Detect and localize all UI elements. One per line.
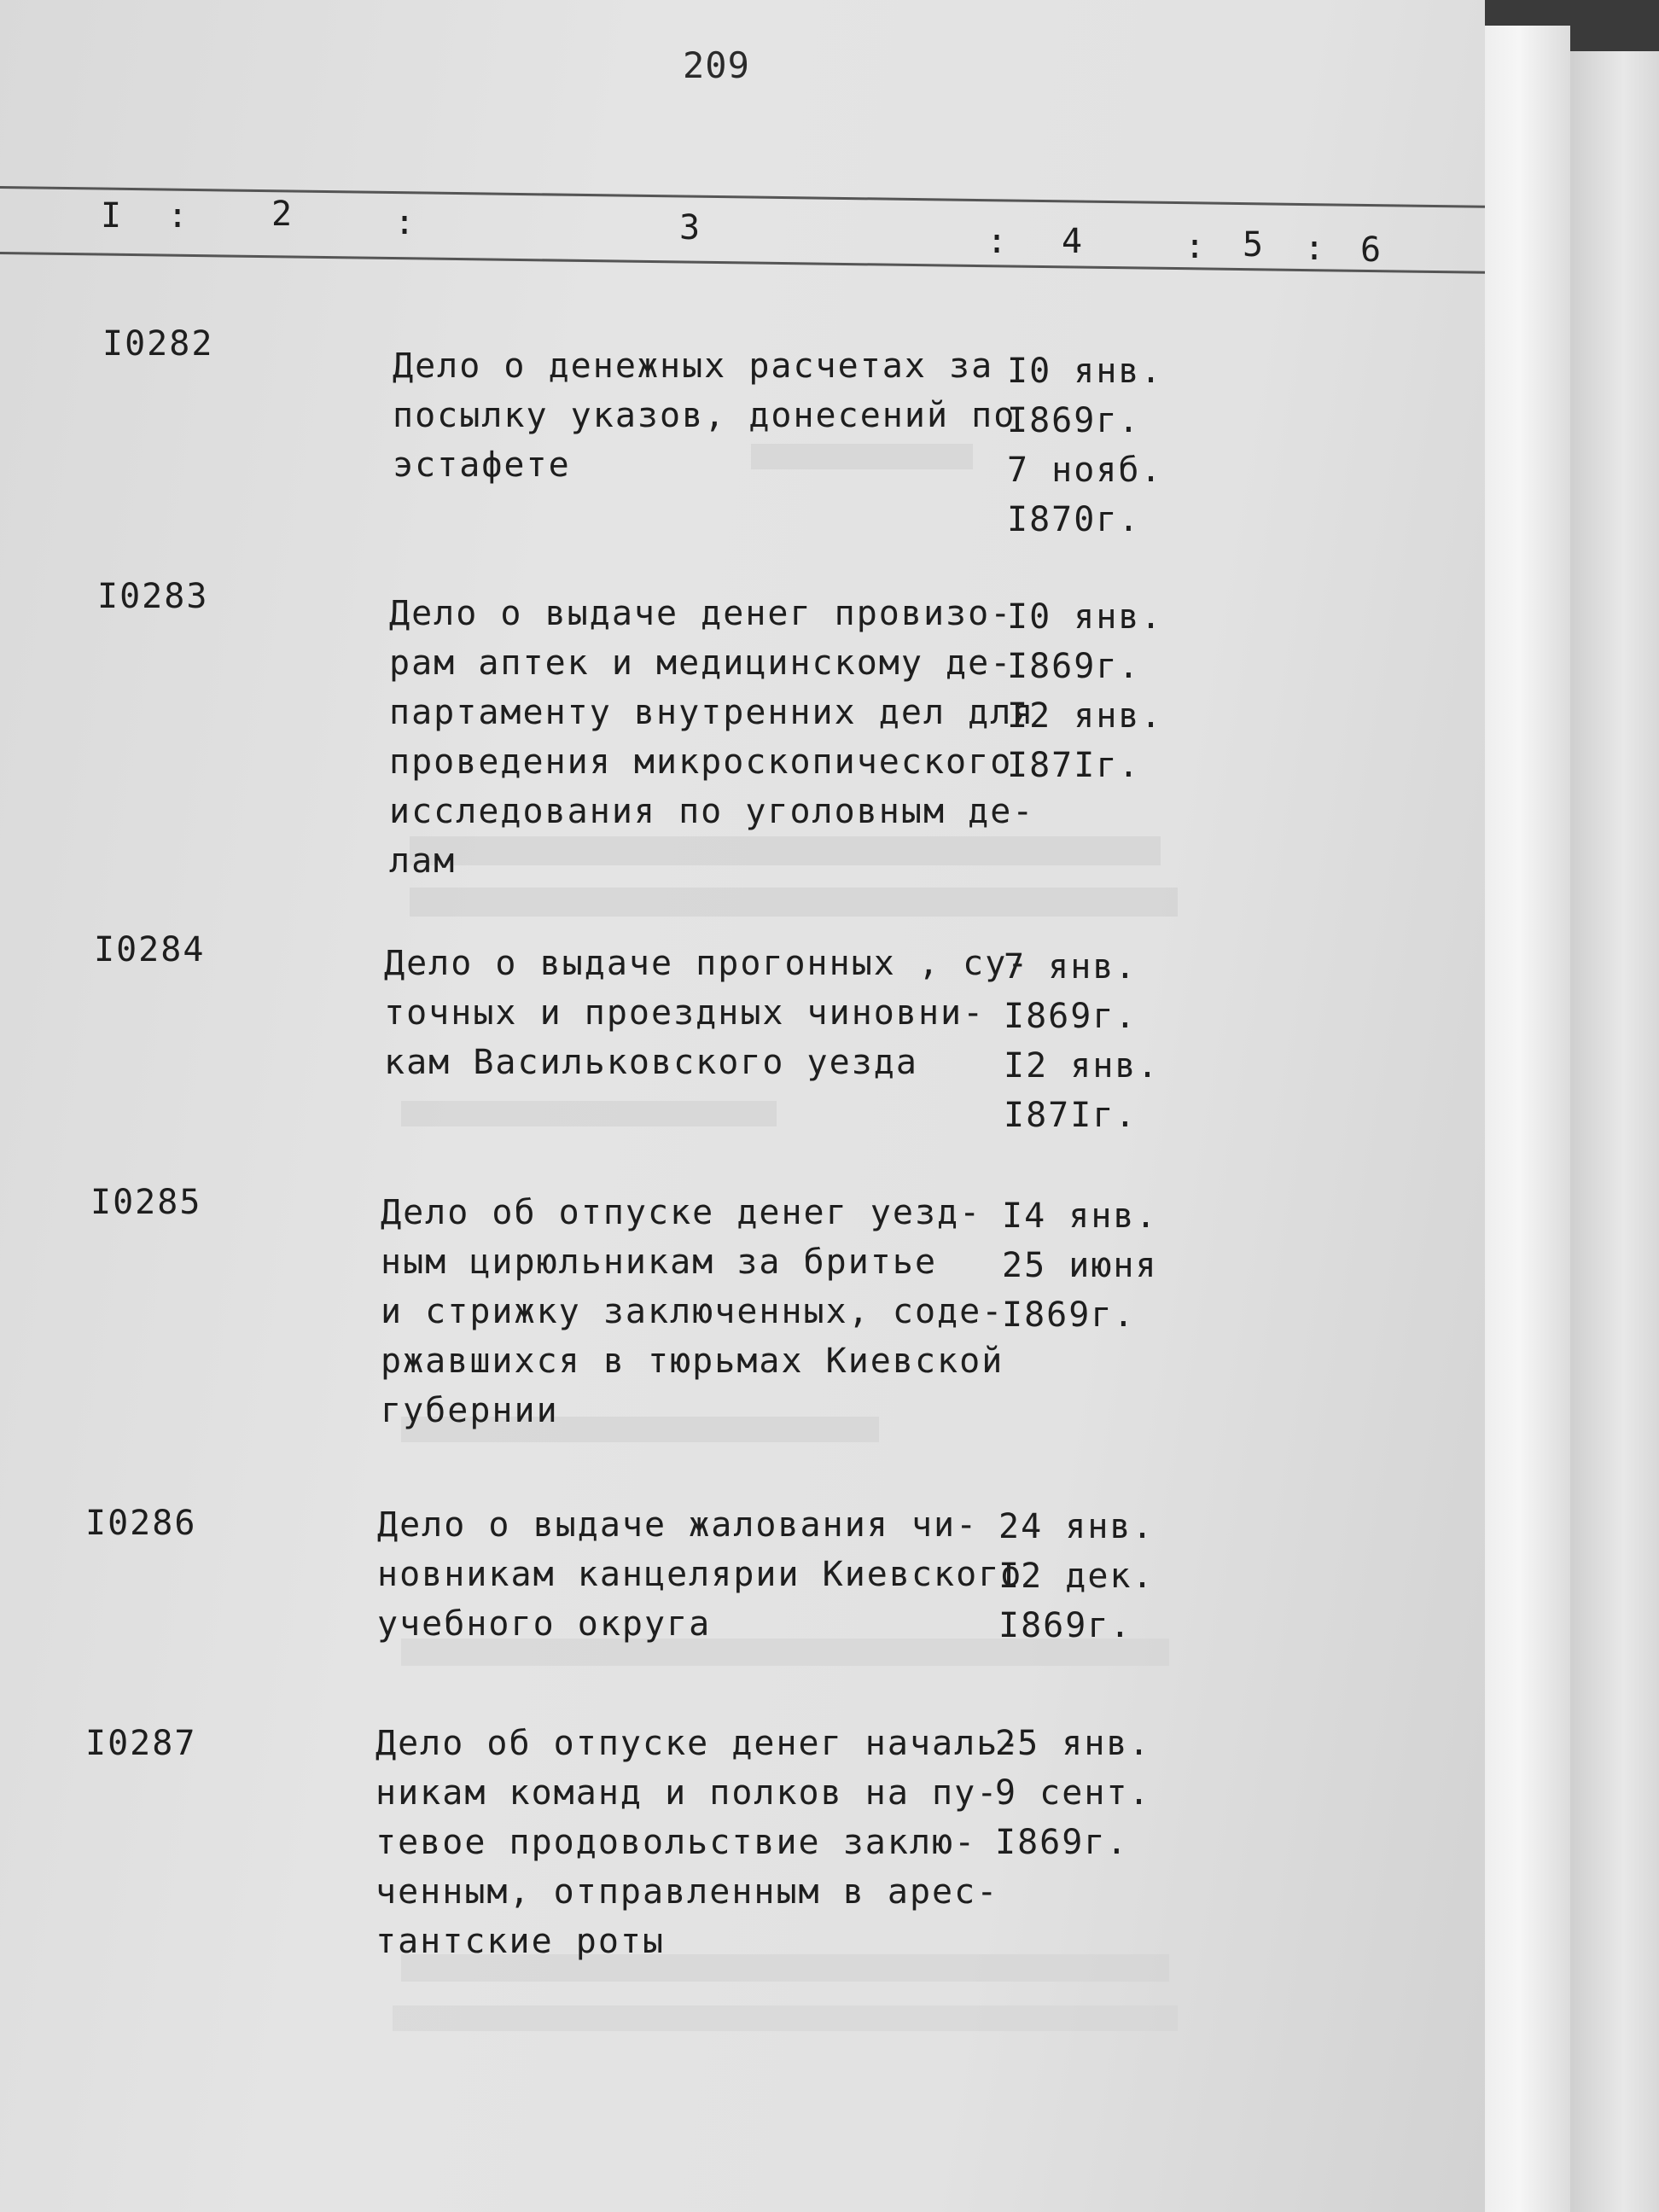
description-line: кам Васильковского уезда [384, 1043, 918, 1082]
column-separator: : [1304, 229, 1325, 268]
date-line: 7 нояб. [1007, 451, 1163, 490]
description-line: Дело о выдаче жалования чи- [377, 1505, 979, 1545]
entry-description [384, 939, 1030, 1087]
page-number: 209 [683, 44, 750, 86]
description-line: учебного округа [377, 1604, 712, 1644]
date-line: I869г. [1007, 401, 1141, 440]
date-line: 25 янв. [995, 1724, 1151, 1763]
description-line: тевое продовольствие заклю- [375, 1823, 977, 1862]
date-line: I2 дек. [998, 1557, 1155, 1596]
entry-dates [998, 1502, 1155, 1650]
description-line: Дело об отпуске денег началь- [375, 1724, 1022, 1763]
entry-description [381, 1188, 1004, 1435]
date-line: I87Iг. [1007, 746, 1141, 785]
entry-id: I0282 [102, 324, 214, 364]
description-line: никам команд и полков на пу- [375, 1773, 999, 1813]
column-header-3: 3 [679, 208, 701, 247]
entry-id: I0287 [85, 1724, 197, 1763]
description-line: и стрижку заключенных, соде- [381, 1292, 1004, 1331]
date-line: I0 янв. [1007, 352, 1163, 391]
entry-dates [995, 1719, 1151, 1867]
header-top-rule [0, 186, 1511, 208]
description-line: эстафете [393, 445, 571, 485]
date-line: I869г. [1007, 647, 1141, 686]
column-header-4: 4 [1062, 222, 1083, 261]
date-line: I870г. [1007, 500, 1141, 539]
date-line: I4 янв. [1002, 1196, 1158, 1236]
entry-id: I0283 [97, 577, 209, 616]
date-line: I0 янв. [1007, 597, 1163, 637]
description-line: Дело об отпуске денег уезд- [381, 1193, 982, 1232]
column-header-6: 6 [1360, 230, 1382, 270]
date-line: I869г. [995, 1823, 1129, 1862]
header-bottom-rule [0, 252, 1511, 274]
column-separator: : [394, 203, 416, 242]
entry-id: I0284 [94, 930, 206, 969]
date-line: I869г. [998, 1606, 1132, 1645]
entry-description [377, 1500, 1023, 1649]
column-header-2: 2 [271, 195, 293, 234]
entry-dates [1004, 942, 1160, 1140]
entry-description [389, 589, 1035, 886]
page-stack [1570, 51, 1659, 2212]
description-line: лам [389, 841, 457, 881]
description-line: ным цирюльникам за бритье [381, 1243, 938, 1282]
column-header-5: 5 [1243, 225, 1264, 265]
description-line: посылку указов, донесений по [393, 396, 1016, 435]
column-header-1: I [101, 196, 122, 236]
date-line: 7 янв. [1004, 947, 1138, 987]
description-line: Дело о выдаче денег провизо- [389, 594, 1013, 633]
entry-id: I0286 [85, 1504, 197, 1543]
description-line: новникам канцелярии Киевского [377, 1555, 1023, 1594]
description-line: точных и проездных чиновни- [384, 993, 986, 1033]
description-line: Дело о выдаче прогонных , су- [384, 944, 1030, 983]
show-through-smudge [393, 2005, 1178, 2031]
entry-dates [1007, 592, 1163, 790]
show-through-smudge [410, 888, 1178, 917]
description-line: ченным, отправленным в арес- [375, 1872, 999, 1912]
description-line: партаменту внутренних дел для [389, 693, 1035, 732]
description-line: исследования по уголовным де- [389, 792, 1035, 831]
date-line: 25 июня [1002, 1246, 1158, 1285]
date-line: I2 янв. [1004, 1046, 1160, 1086]
entry-dates [1002, 1191, 1158, 1340]
column-separator: : [167, 196, 189, 236]
date-line: 24 янв. [998, 1507, 1155, 1546]
description-line: рам аптек и медицинскому де- [389, 643, 1013, 683]
entry-description [375, 1719, 1022, 1966]
entry-dates [1007, 346, 1163, 544]
date-line: I87Iг. [1004, 1096, 1138, 1135]
description-line: тантские роты [375, 1922, 666, 1961]
description-line: ржавшихся в тюрьмах Киевской [381, 1342, 1004, 1381]
date-line: I869г. [1004, 997, 1138, 1036]
entry-id: I0285 [90, 1183, 202, 1222]
date-line: I2 янв. [1007, 696, 1163, 736]
column-separator: : [1185, 227, 1206, 266]
description-line: проведения микроскопического [389, 742, 1013, 782]
date-line: I869г. [1002, 1295, 1136, 1335]
show-through-smudge [401, 1101, 777, 1126]
description-line: Дело о денежных расчетах за [393, 346, 994, 386]
column-separator: : [987, 222, 1008, 261]
description-line: губернии [381, 1391, 559, 1430]
page-edge [1485, 26, 1570, 2212]
entry-description [393, 341, 1016, 490]
date-line: 9 сент. [995, 1773, 1151, 1813]
